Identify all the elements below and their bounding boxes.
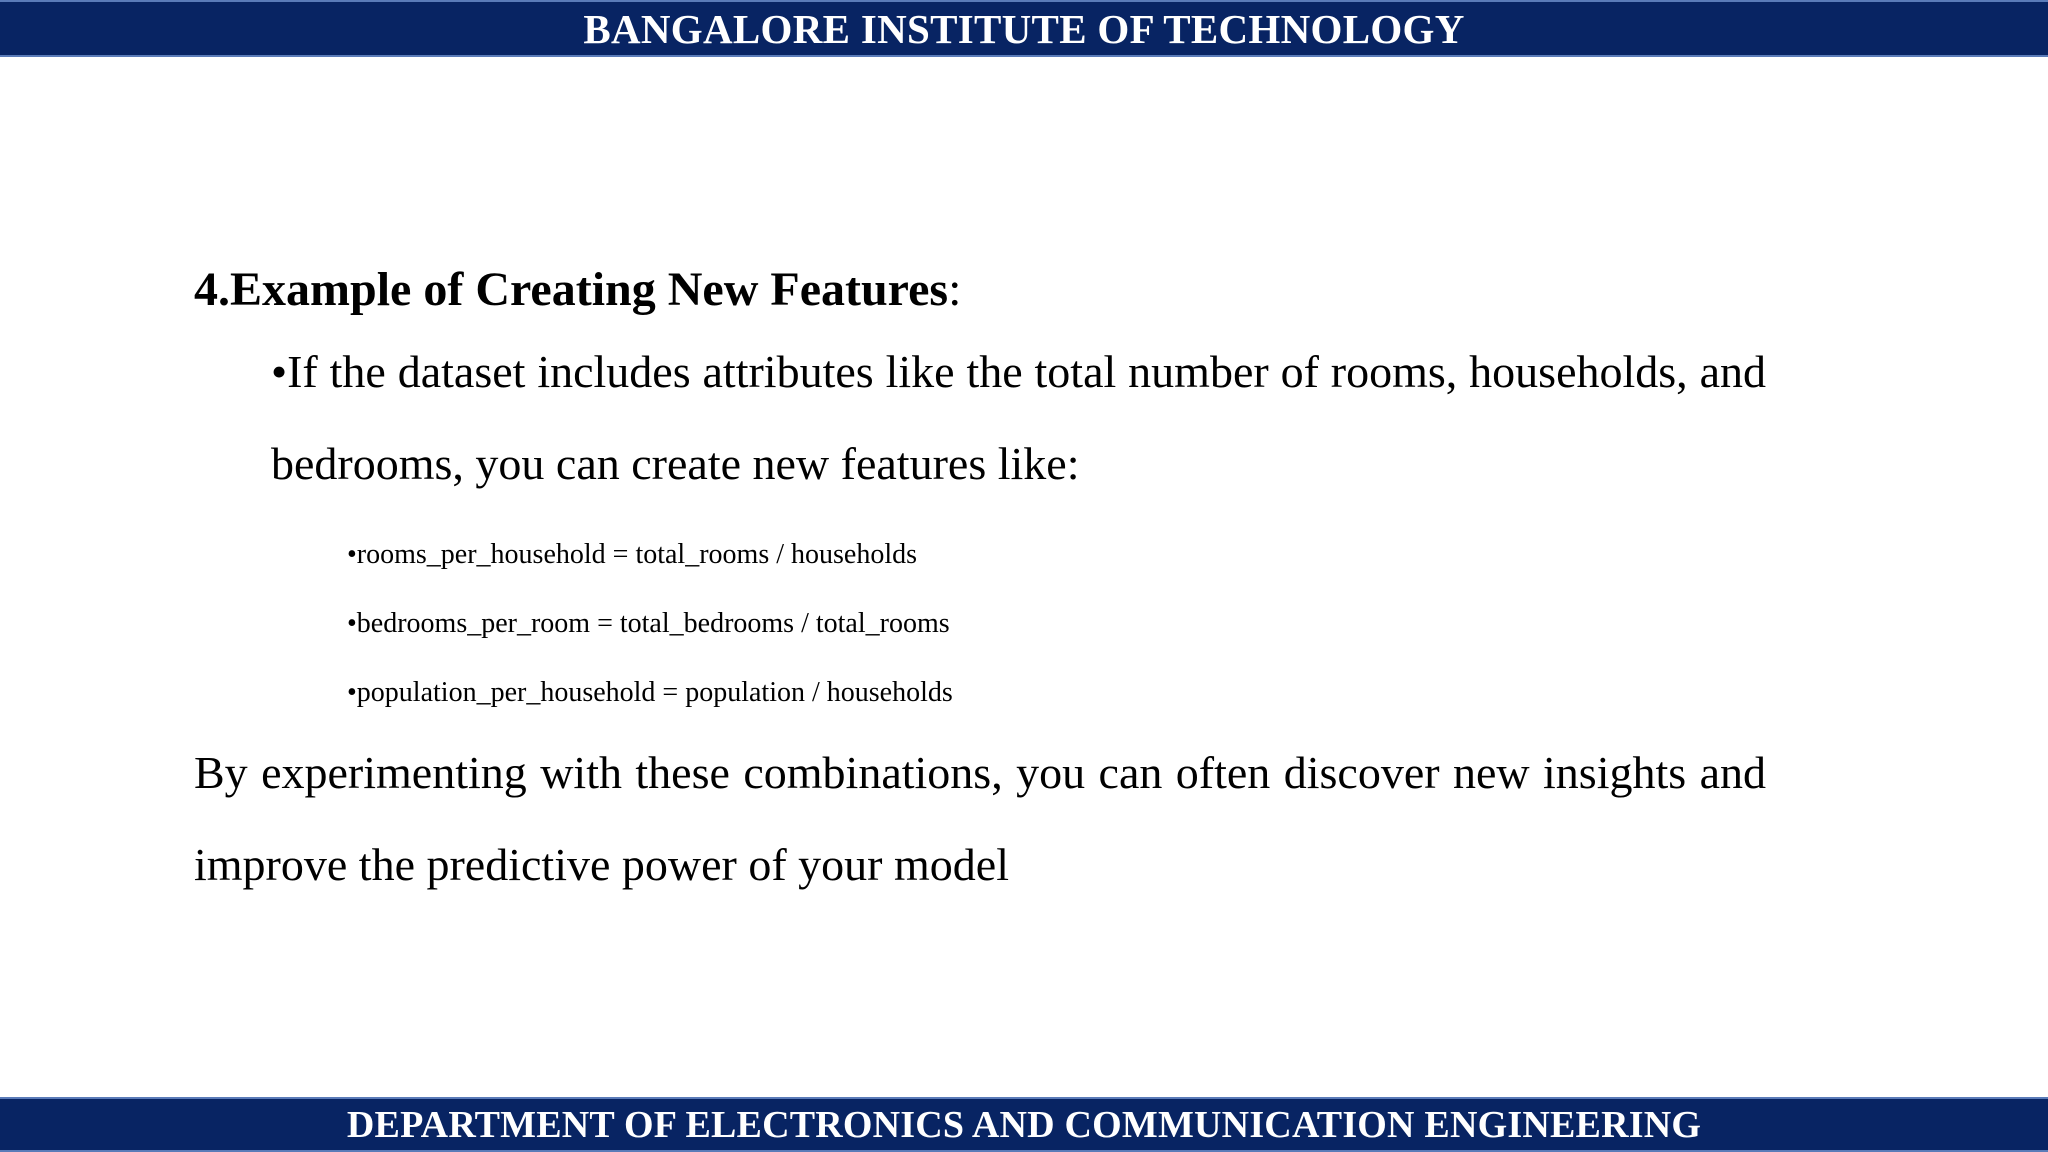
feature-item-population-per-household: •population_per_household = population / households <box>347 677 953 708</box>
slide-heading <box>194 256 1766 324</box>
feature-list <box>347 520 1766 727</box>
institute-title: BANGALORE INSTITUTE OF TECHNOLOGY <box>583 6 1465 52</box>
footer-banner <box>0 1097 2048 1152</box>
intro-paragraph: •If the dataset includes attributes like the total number of rooms, households, and bedrooms, you can create new features like: <box>271 346 1766 489</box>
closing-paragraph: By experimenting with these combinations, you can often discover new insights and improve the predictive power of your model <box>194 747 1766 890</box>
feature-item-bedrooms-per-room: •bedrooms_per_room = total_bedrooms / total_rooms <box>347 608 950 639</box>
heading-colon: : <box>948 263 962 316</box>
department-title: DEPARTMENT OF ELECTRONICS AND COMMUNICATION ENGINEERING <box>346 1104 1702 1146</box>
header-banner <box>0 0 2048 57</box>
heading-title: 4.Example of Creating New Features <box>194 263 949 316</box>
slide-content <box>194 256 1766 911</box>
feature-item-rooms-per-household: •rooms_per_household = total_rooms / households <box>347 539 917 570</box>
